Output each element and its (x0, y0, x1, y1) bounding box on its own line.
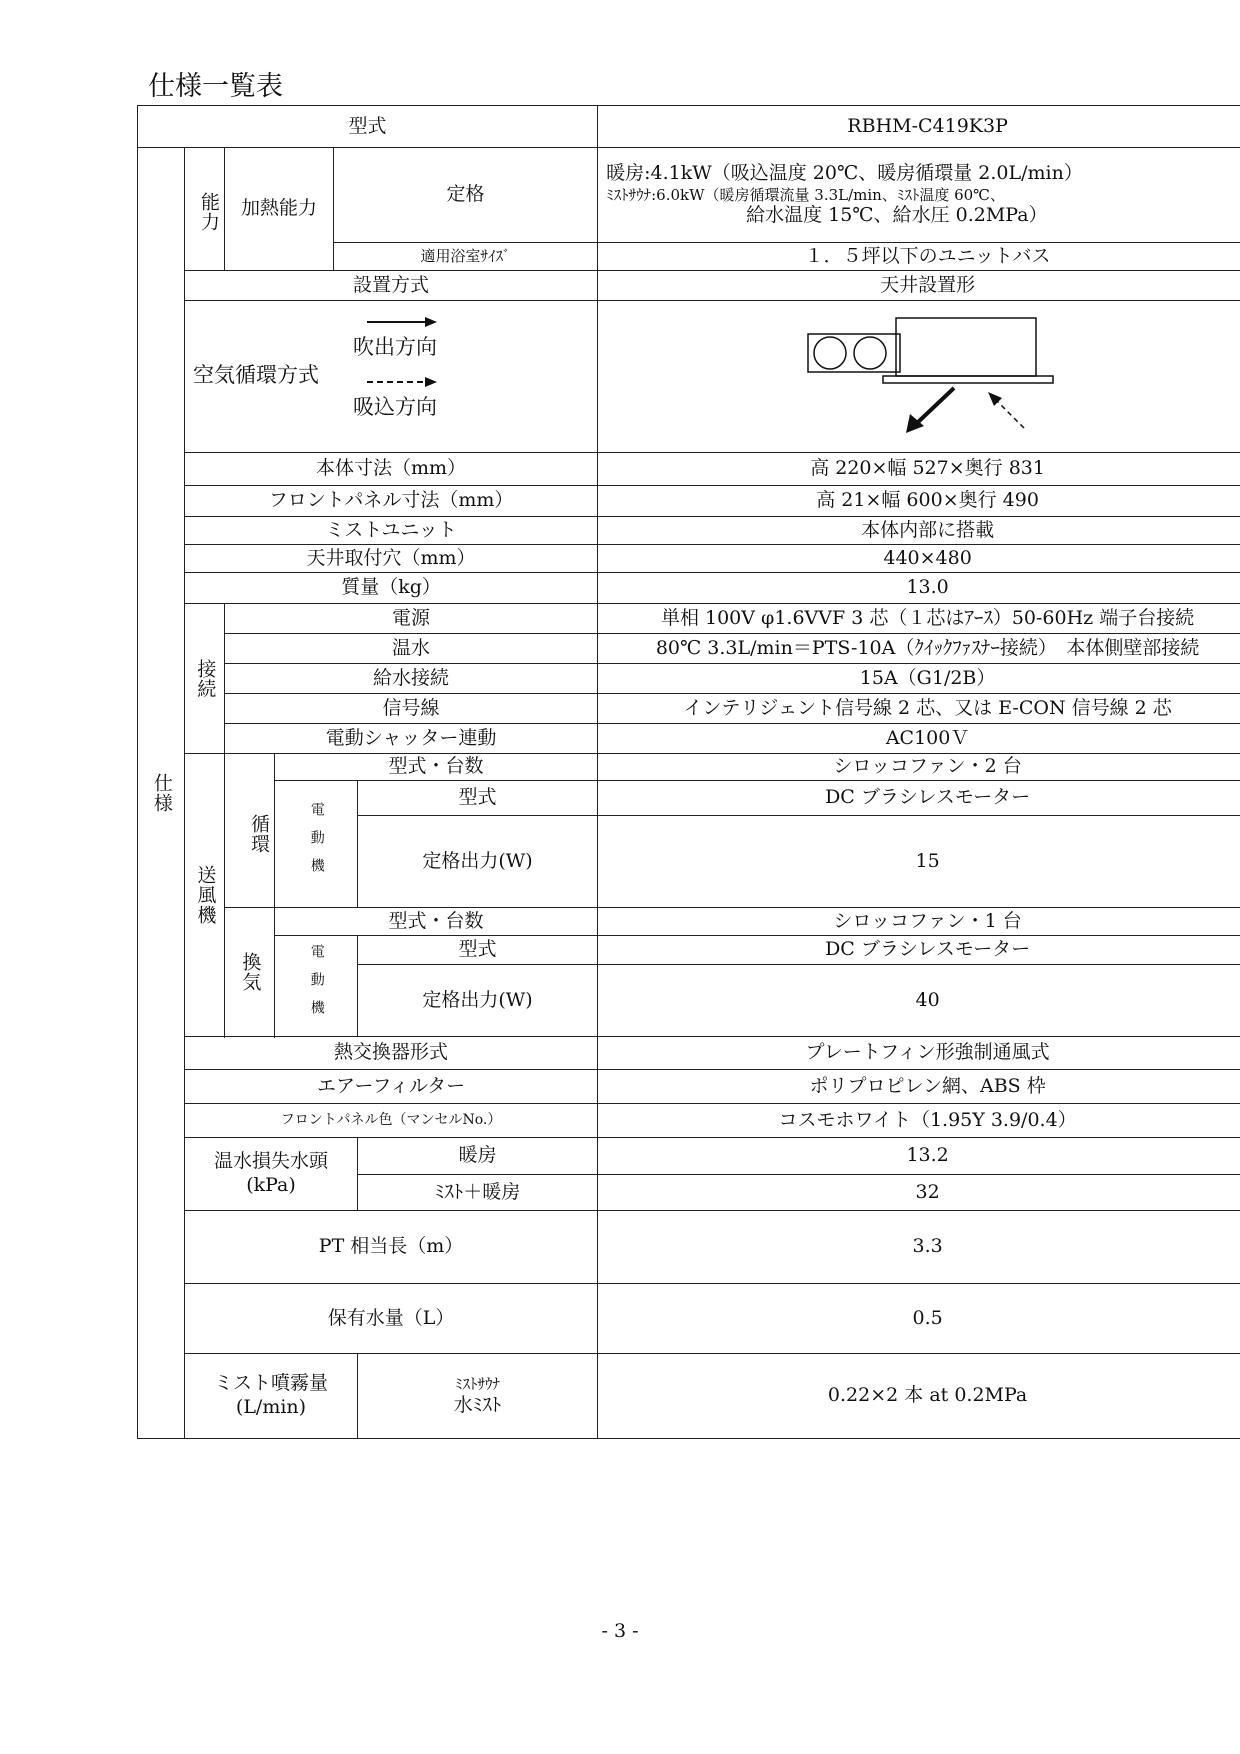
power-value: 単相 100V φ1.6VVF 3 芯（１芯はｱｰｽ）50-60Hz 端子台接続 (598, 604, 1240, 634)
circ-type-value: DC ブラシレスモーター (598, 781, 1240, 816)
panel-color-value: コスモホワイト（1.95Y 3.9/0.4） (598, 1104, 1240, 1138)
body-size-label: 本体寸法（mm） (185, 453, 598, 486)
head-loss-label (185, 1138, 358, 1211)
mist-spray-sub2: 水ﾐｽﾄ (453, 1393, 502, 1416)
heat-exchanger-label: 熱交換器形式 (185, 1037, 598, 1070)
head-loss-title: 温水損失水頭 (213, 1150, 328, 1173)
bath-size-label: 適用浴室ｻｲｽﾞ (334, 243, 598, 271)
water-volume-value: 0.5 (598, 1284, 1240, 1354)
page-title: 仕様一覧表 (148, 71, 283, 102)
unit-diagram-icon (788, 308, 1068, 438)
water-supply-value: 15A（G1/2B） (598, 664, 1240, 694)
shutter-label: 電動シャッター連動 (225, 724, 598, 754)
vent-output-label: 定格出力(W) (358, 965, 598, 1037)
bath-size-value: １．５坪以下のユニットバス (598, 243, 1240, 271)
vent-type-count-value: シロッコファン・1 台 (598, 908, 1240, 936)
circ-output-label: 定格出力(W) (358, 816, 598, 908)
install-value: 天井設置形 (598, 271, 1240, 301)
heat-exchanger-value: プレートフィン形強制通風式 (598, 1037, 1240, 1070)
mist-spray-sub1: ﾐｽﾄｻｳﾅ (455, 1374, 501, 1393)
vent-type-count-label: 型式・台数 (275, 908, 598, 936)
ceiling-hole-value: 440×480 (598, 545, 1240, 573)
head-loss-mist-value: 32 (598, 1175, 1240, 1211)
airflow-cell (185, 301, 598, 453)
head-loss-unit: (kPa) (246, 1174, 296, 1196)
rated-line-1: 暖房:4.1kW（吸込温度 20℃、暖房循環量 2.0L/min） (606, 161, 1083, 184)
head-loss-heat-value: 13.2 (598, 1138, 1240, 1175)
panel-size-label: フロントパネル寸法（mm） (185, 486, 598, 517)
mist-spray-label (185, 1354, 358, 1439)
airflow-diagram (598, 301, 1240, 453)
hot-water-label: 温水 (225, 634, 598, 664)
circ-type-label: 型式 (358, 781, 598, 816)
airflow-out-label: 吹出方向 (353, 334, 437, 359)
panel-size-value: 高 21×幅 600×奥行 490 (598, 486, 1240, 517)
hot-water-value: 80℃ 3.3L/min＝PTS-10A（ｸｲｯｸﾌｧｽﾅｰ接続） 本体側壁部接続 (598, 634, 1240, 664)
mist-spray-unit: (L/min) (235, 1396, 307, 1418)
connection-group: 接続 (185, 604, 225, 754)
airflow-in-label: 吸込方向 (353, 394, 437, 419)
vent-type-value: DC ブラシレスモーター (598, 936, 1240, 965)
mass-value: 13.0 (598, 573, 1240, 604)
vent-output-value: 40 (598, 965, 1240, 1037)
circ-type-count-label: 型式・台数 (275, 754, 598, 781)
fan-group: 送風機 (185, 754, 225, 1037)
signal-line-label: 信号線 (225, 694, 598, 724)
shutter-value: AC100Ｖ (598, 724, 1240, 754)
water-volume-label: 保有水量（L） (185, 1284, 598, 1354)
body-size-value: 高 220×幅 527×奥行 831 (598, 453, 1240, 486)
spec-table (137, 105, 1240, 1439)
ventilation-label: 換気 (225, 908, 275, 1037)
pt-length-label: PT 相当長（m） (185, 1211, 598, 1284)
mist-spray-sub (358, 1354, 598, 1439)
install-label: 設置方式 (185, 271, 598, 301)
mist-spray-title: ミスト噴霧量 (213, 1372, 328, 1395)
header-label: 型式 (138, 106, 598, 148)
rated-value (598, 148, 1240, 243)
signal-line-value: インテリジェント信号線 2 芯、又は E-CON 信号線 2 芯 (598, 694, 1240, 724)
circulation-label: 循環 (225, 754, 275, 908)
panel-color-label: フロントパネル色（マンセルNo.） (185, 1104, 598, 1138)
spec-label: 仕様 (138, 148, 185, 1439)
mist-unit-label: ミストユニット (185, 517, 598, 545)
air-filter-label: エアーフィルター (185, 1070, 598, 1104)
head-loss-mist-label: ﾐｽﾄ＋暖房 (358, 1175, 598, 1211)
airflow-legend-arrows (363, 308, 443, 408)
pt-length-value: 3.3 (598, 1211, 1240, 1284)
rated-label: 定格 (334, 148, 598, 243)
header-value: RBHM-C419K3P (598, 106, 1240, 148)
mist-unit-value: 本体内部に搭載 (598, 517, 1240, 545)
power-label: 電源 (225, 604, 598, 634)
capacity-group: 能力 (185, 148, 225, 271)
capacity-label: 加熱能力 (225, 148, 334, 271)
vent-motor-label: 電動機 (275, 936, 358, 1037)
ceiling-hole-label: 天井取付穴（mm） (185, 545, 598, 573)
rated-line-3: 給水温度 15℃、給水圧 0.2MPa） (746, 204, 1048, 227)
head-loss-heat-label: 暖房 (358, 1138, 598, 1175)
vent-type-label: 型式 (358, 936, 598, 965)
mist-spray-value: 0.22×2 本 at 0.2MPa (598, 1354, 1240, 1439)
circ-type-count-value: シロッコファン・2 台 (598, 754, 1240, 781)
circ-output-value: 15 (598, 816, 1240, 908)
airflow-label: 空気循環方式 (193, 362, 319, 387)
air-filter-value: ポリプロピレン網、ABS 枠 (598, 1070, 1240, 1104)
circ-motor-label: 電動機 (275, 781, 358, 908)
water-supply-label: 給水接続 (225, 664, 598, 694)
mass-label: 質量（kg） (185, 573, 598, 604)
rated-line-2: ﾐｽﾄｻｳﾅ:6.0kW（暖房循環流量 3.3L/min、ﾐｽﾄ温度 60℃、 (606, 185, 1005, 204)
page-number: - 3 - (601, 1620, 639, 1642)
